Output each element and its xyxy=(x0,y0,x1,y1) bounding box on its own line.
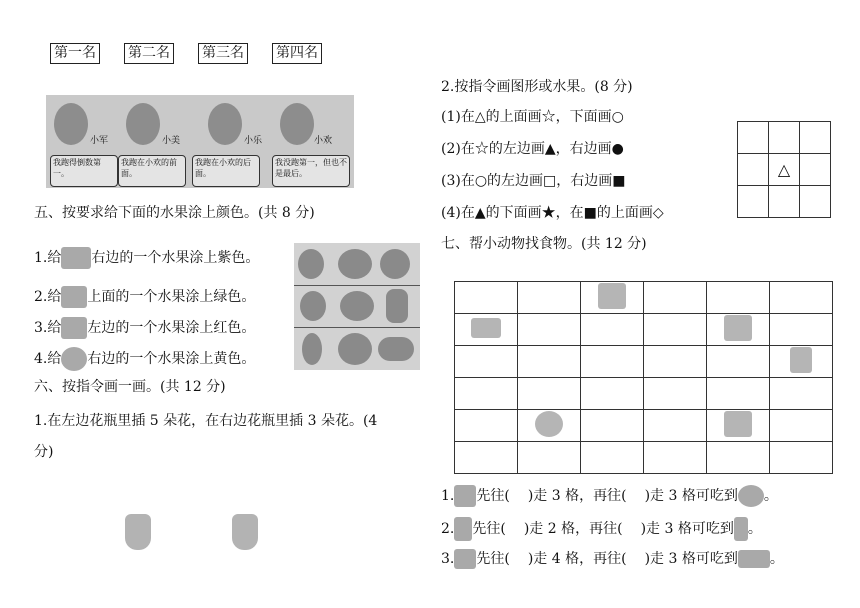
grid-cell xyxy=(581,378,644,410)
q-text: 左边的一个水果涂上红色。 xyxy=(87,320,256,336)
peach-icon xyxy=(340,291,374,321)
banana-icon xyxy=(378,337,414,361)
grid-cell xyxy=(707,442,770,474)
q-text: )走 3 格可吃到 xyxy=(644,488,738,504)
q-text: )走 2 格，再往( xyxy=(523,521,623,537)
grid-cell xyxy=(455,410,518,442)
grid-cell xyxy=(738,186,769,218)
vase-right-icon xyxy=(232,514,258,550)
puppy-icon xyxy=(724,411,752,437)
q-text: 右边的一个水果涂上黄色。 xyxy=(87,351,256,367)
section7-q2 xyxy=(441,517,762,541)
section7-title: 七、帮小动物找食物。(共 12 分) xyxy=(441,236,647,252)
q-text: 右边的一个水果涂上紫色。 xyxy=(91,250,260,266)
grid-cell xyxy=(581,410,644,442)
watermelon-icon xyxy=(61,347,87,371)
kid-illustration xyxy=(280,103,314,145)
grid-cell xyxy=(800,122,831,154)
grid-cell xyxy=(770,442,833,474)
grid-cell xyxy=(770,314,833,346)
rank-first: 第一名 xyxy=(50,43,100,64)
carrot-icon xyxy=(598,283,626,309)
section5-title: 五、按要求给下面的水果涂上颜色。(共 8 分) xyxy=(34,205,315,221)
carrot-icon xyxy=(734,517,748,541)
grid-cell xyxy=(581,314,644,346)
grid-cell xyxy=(455,346,518,378)
q-text: 上面的一个水果涂上绿色。 xyxy=(87,289,256,305)
grid-cell xyxy=(707,314,770,346)
kid-name: 小欢 xyxy=(314,136,333,146)
grid-cell xyxy=(644,410,707,442)
strawberry-icon xyxy=(300,291,326,321)
grid-cell xyxy=(518,442,581,474)
q-text: 先往( xyxy=(476,488,510,504)
rank-second: 第二名 xyxy=(124,43,174,64)
section7-q3 xyxy=(441,549,784,569)
pineapple-icon xyxy=(386,289,408,323)
triangle-symbol: △ xyxy=(769,154,800,186)
rank-third: 第三名 xyxy=(198,43,248,64)
grid-cell xyxy=(518,378,581,410)
q-text: 2.给 xyxy=(34,289,62,305)
section6-title: 六、按指令画一画。(共 12 分) xyxy=(34,379,226,395)
speech-bubble: 我跑在小欢的后面。 xyxy=(192,155,260,187)
kid-name: 小美 xyxy=(162,136,181,146)
instruction-4: (4)在▲的下面画★，在■的上面画◇ xyxy=(441,205,664,221)
kid-illustration xyxy=(126,103,160,145)
squirrel-icon xyxy=(724,315,752,341)
cherry-icon xyxy=(298,249,324,279)
section5-q4 xyxy=(34,347,255,371)
grid-cell xyxy=(770,282,833,314)
grid-cell xyxy=(769,122,800,154)
grid-cell xyxy=(769,186,800,218)
section7-q1 xyxy=(441,485,778,507)
q-text: 4.给 xyxy=(34,351,62,367)
bone-icon xyxy=(738,550,770,568)
children-race-picture xyxy=(46,95,354,188)
section5-q1 xyxy=(34,247,259,269)
q-text: 。 xyxy=(747,521,762,537)
grapes-icon xyxy=(380,249,410,279)
grid-cell xyxy=(518,346,581,378)
rabbit-icon xyxy=(790,347,812,373)
q-text: 1.给 xyxy=(34,250,62,266)
grid-cell xyxy=(644,314,707,346)
grid-cell xyxy=(581,442,644,474)
grid-cell xyxy=(518,282,581,314)
q-text: 。 xyxy=(763,488,778,504)
grid-cell xyxy=(644,378,707,410)
grid-cell xyxy=(770,346,833,378)
grid-cell xyxy=(644,442,707,474)
animal-food-grid xyxy=(454,281,833,474)
q-number: 1. xyxy=(441,488,455,504)
speech-bubble: 我跑在小欢的前面。 xyxy=(118,155,186,187)
section5-q3 xyxy=(34,317,255,339)
apple-icon xyxy=(338,249,372,279)
squirrel-icon xyxy=(454,485,476,507)
rank-fourth: 第四名 xyxy=(272,43,322,64)
q-text: 先往( xyxy=(472,521,506,537)
peach-icon xyxy=(61,286,87,308)
fruit-grid-picture xyxy=(294,243,420,370)
grid-cell xyxy=(455,314,518,346)
grid-cell xyxy=(800,154,831,186)
vase-left-icon xyxy=(125,514,151,550)
watermelon-icon xyxy=(338,333,372,365)
grid-cell xyxy=(455,282,518,314)
peach-icon xyxy=(61,317,87,339)
kid-illustration xyxy=(208,103,242,145)
grid-cell xyxy=(707,282,770,314)
pinecone-icon xyxy=(738,485,764,507)
drawing-question-title: 2.按指令画图形或水果。(8 分) xyxy=(441,79,633,95)
kid-name: 小乐 xyxy=(244,136,263,146)
grid-cell xyxy=(800,186,831,218)
instruction-3: (3)在○的左边画□，右边画■ xyxy=(441,173,626,189)
q-text: 先往( xyxy=(476,551,510,567)
speech-bubble: 我跑得倒数第一。 xyxy=(50,155,118,187)
grid-cell xyxy=(581,282,644,314)
grid-cell xyxy=(644,346,707,378)
grid-cell xyxy=(518,410,581,442)
q-number: 3. xyxy=(441,551,455,567)
puppy-icon xyxy=(454,549,476,569)
grid-cell xyxy=(770,378,833,410)
grid-cell xyxy=(644,282,707,314)
grid-cell xyxy=(707,378,770,410)
q-text: 3.给 xyxy=(34,320,62,336)
q-text: )走 4 格，再往( xyxy=(527,551,627,567)
q-text: 。 xyxy=(769,551,784,567)
grid-cell xyxy=(707,346,770,378)
instruction-1: (1)在△的上面画☆，下面画○ xyxy=(441,109,624,125)
grid-cell xyxy=(518,314,581,346)
kid-illustration xyxy=(54,103,88,145)
grid-cell xyxy=(455,378,518,410)
pear-icon xyxy=(302,333,322,365)
grid-cell xyxy=(455,442,518,474)
section6-q1: 1.在左边花瓶里插 5 朵花，在右边花瓶里插 3 朵花。(4 xyxy=(34,413,378,429)
grid-cell xyxy=(581,346,644,378)
symbol-grid xyxy=(737,121,831,218)
kid-name: 小军 xyxy=(90,136,109,146)
pinecone-icon xyxy=(535,411,563,437)
bone-icon xyxy=(471,318,501,338)
rabbit-icon xyxy=(454,517,472,541)
speech-bubble: 我没跑第一，但也不是最后。 xyxy=(272,155,350,187)
grid-cell xyxy=(707,410,770,442)
q-number: 2. xyxy=(441,521,455,537)
grid-cell xyxy=(738,154,769,186)
q-text: )走 3 格可吃到 xyxy=(644,551,738,567)
grid-cell xyxy=(770,410,833,442)
section5-q2 xyxy=(34,286,255,308)
grid-cell xyxy=(738,122,769,154)
q-text: )走 3 格可吃到 xyxy=(640,521,734,537)
q-text: )走 3 格，再往( xyxy=(527,488,627,504)
section6-q1-cont: 分) xyxy=(34,444,54,460)
apple-icon xyxy=(61,247,91,269)
instruction-2: (2)在☆的左边画▲，右边画● xyxy=(441,141,624,157)
